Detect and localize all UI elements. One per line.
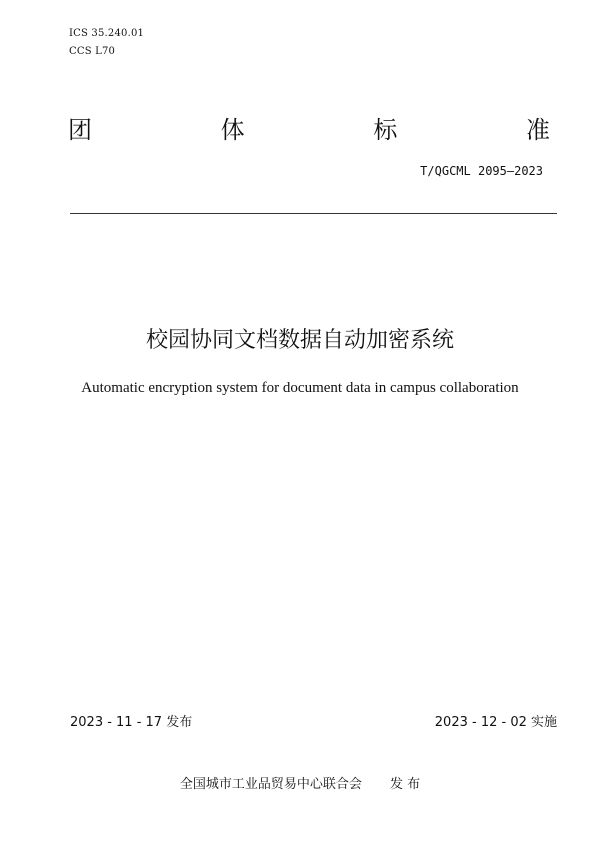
implementation-date: 2023 - 12 - 02 实施: [434, 715, 557, 730]
standard-type-char: 团: [68, 116, 92, 144]
document-title-english: Automatic encryption system for document data in campus collaboration: [81, 380, 519, 396]
publication-date: 2023 - 11 - 17 发布: [70, 715, 193, 730]
ics-code: ICS 35.240.01: [69, 28, 145, 39]
publish-action: 发 布: [389, 777, 421, 792]
ccs-code: CCS L70: [69, 46, 116, 57]
publisher-organization: 全国城市工业品贸易中心联合会: [179, 777, 362, 792]
standard-type-title: [68, 114, 550, 146]
standard-type-char: 准: [525, 116, 550, 144]
publisher-line: [0, 776, 600, 794]
header-divider: [70, 213, 557, 214]
document-title-chinese: 校园协同文档数据自动加密系统: [145, 328, 454, 353]
standard-type-char: 体: [220, 116, 245, 144]
standard-type-char: 标: [373, 116, 398, 144]
standard-code: T/QGCML 2095—2023: [420, 164, 543, 178]
